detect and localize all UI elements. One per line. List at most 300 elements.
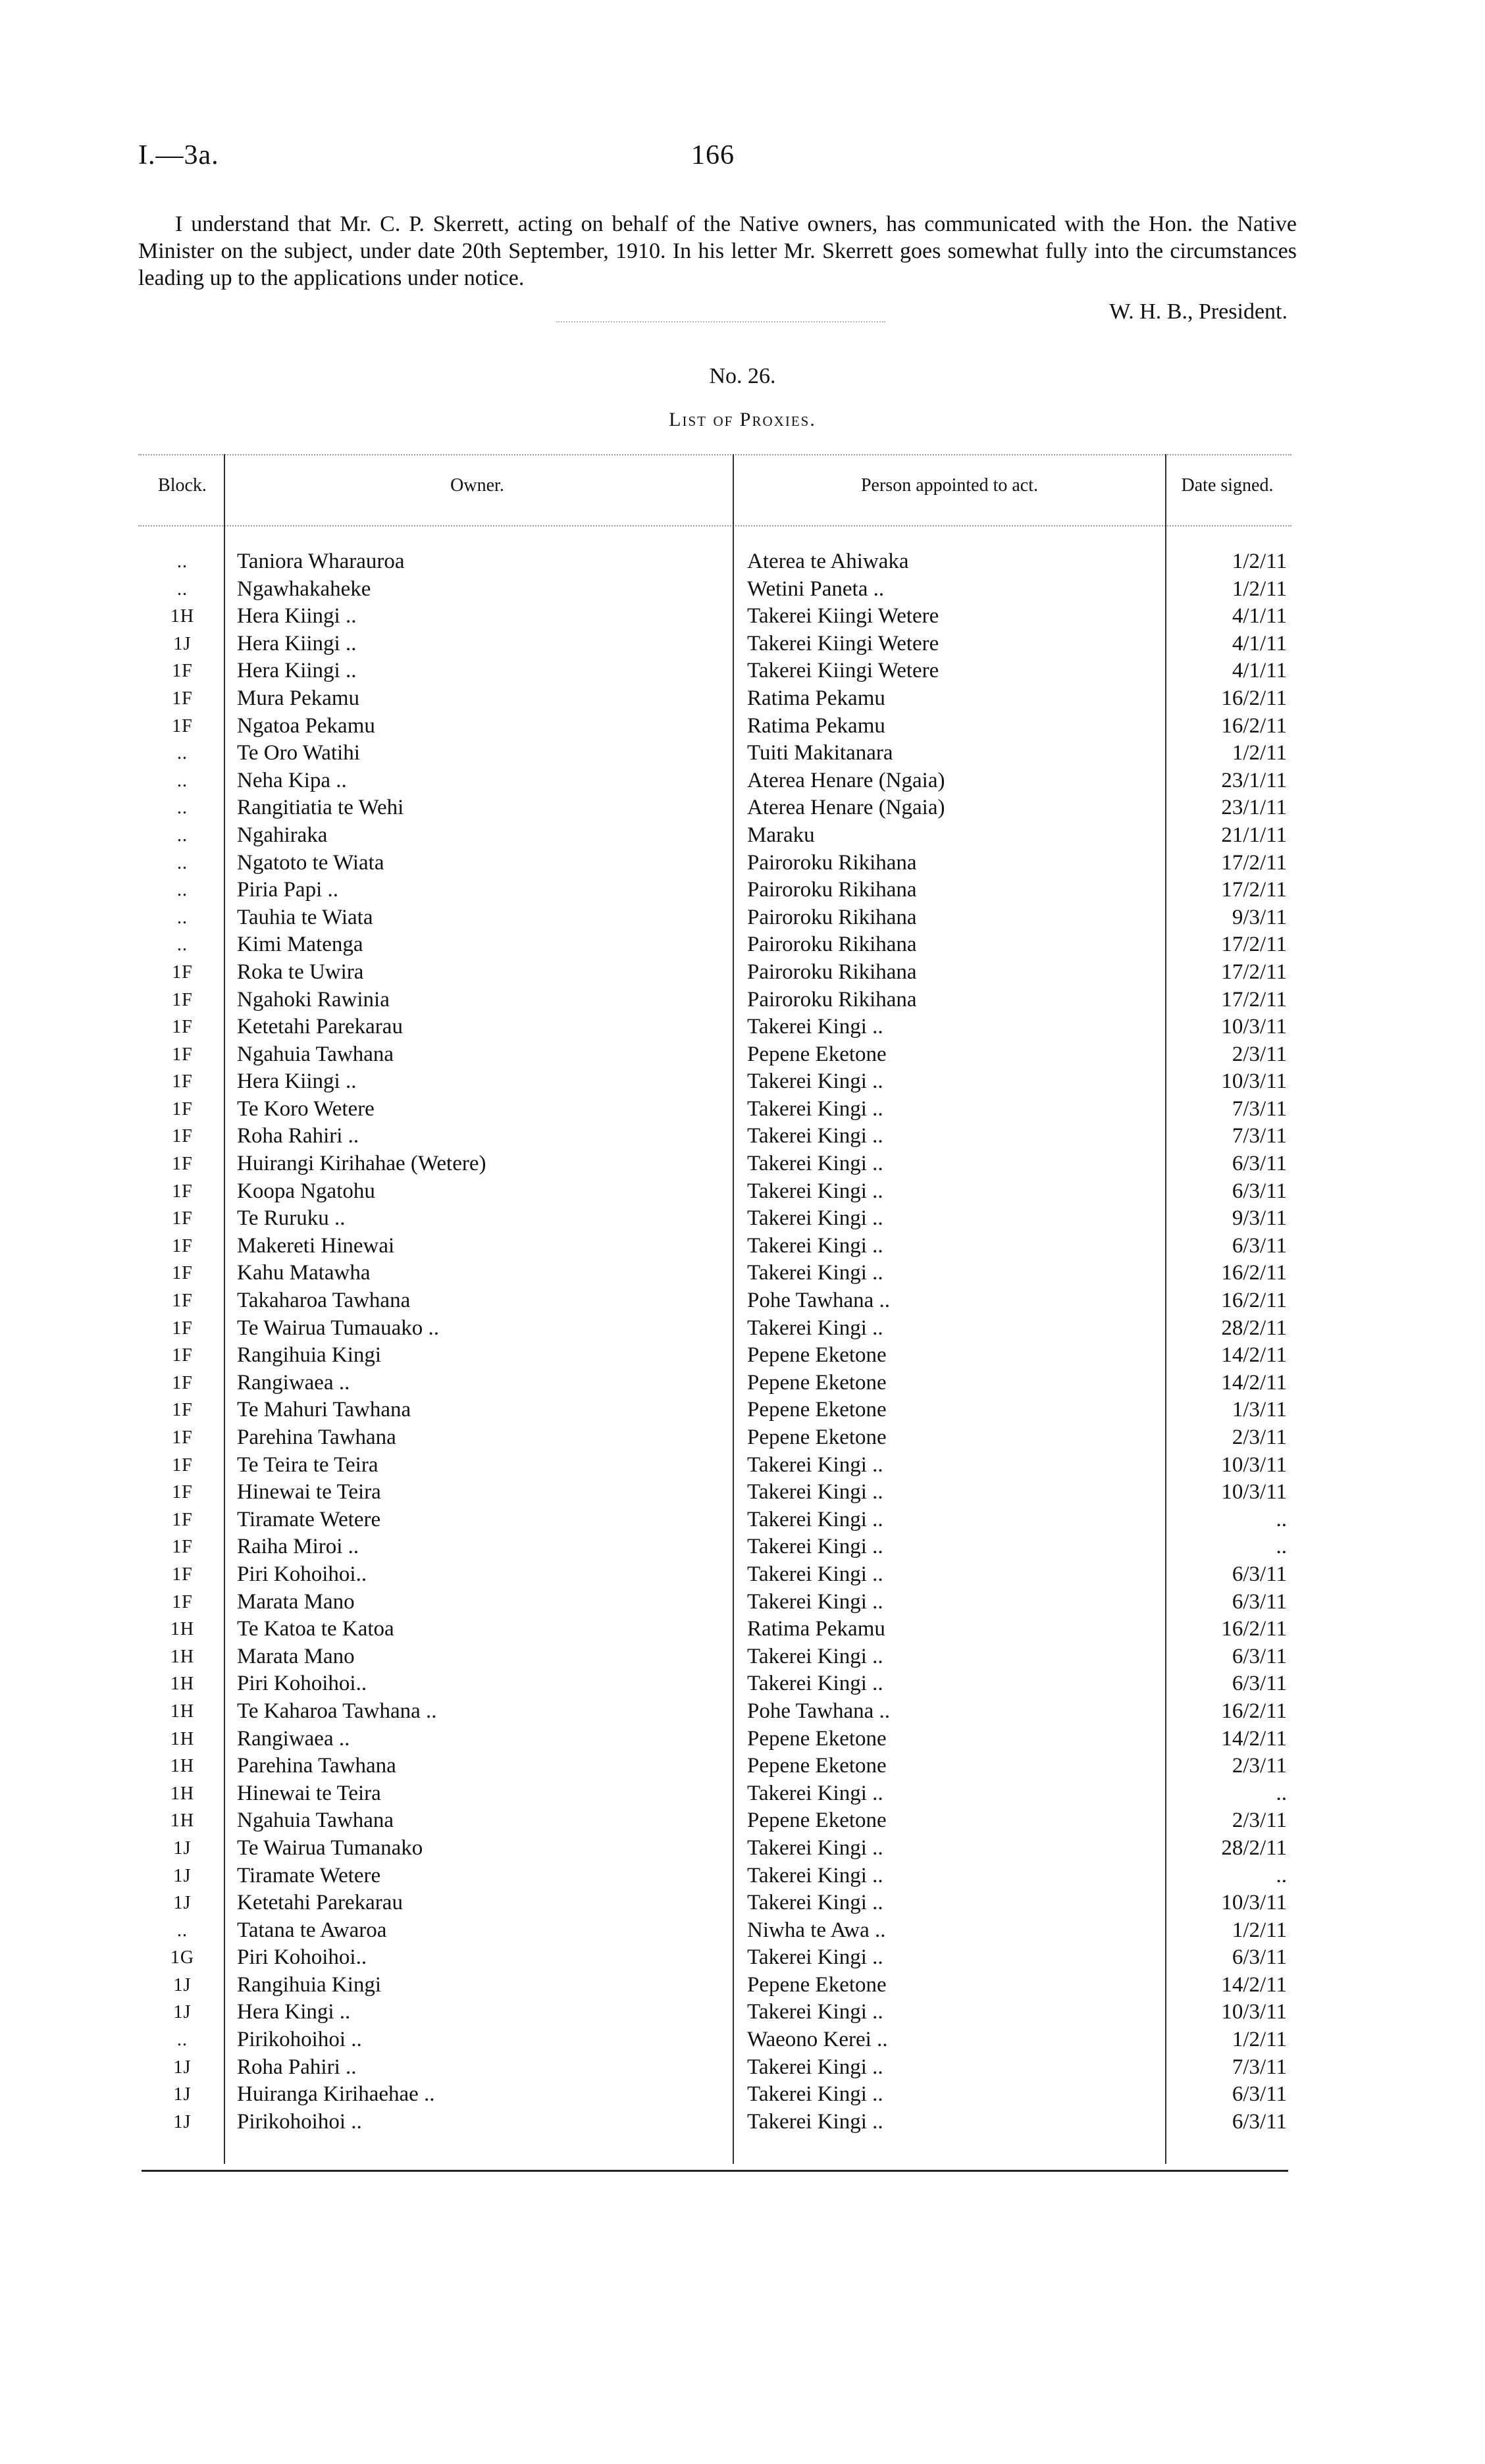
table-row [0, 850, 1485, 877]
intro-paragraph [138, 211, 1297, 292]
owner-cell: Tiramate Wetere [237, 1863, 381, 1887]
person-cell: Niwha te Awa .. [747, 1918, 886, 1942]
owner-cell: Ngawhakaheke [237, 577, 371, 601]
person-cell: Pepene Eketone [747, 1370, 887, 1395]
person-cell: Ratima Pekamu [747, 713, 885, 738]
date-cell: 6/3/11 [1232, 2109, 1287, 2134]
date-cell: 1/2/11 [1232, 550, 1287, 573]
person-cell: Takerei Kingi .. [747, 1206, 883, 1231]
table-row [0, 1835, 1485, 1862]
owner-cell: Ketetahi Parekarau [237, 1891, 403, 1915]
date-cell: 14/2/11 [1221, 1343, 1287, 1368]
block-cell: 1F [172, 1291, 193, 1312]
table-row [0, 657, 1485, 685]
section-title: List of Proxies. [669, 409, 816, 430]
block-cell: 1F [172, 1017, 193, 1038]
owner-cell: Roka te Uwira [237, 960, 364, 984]
table-row [0, 1479, 1485, 1506]
person-cell: Aterea te Ahiwaka [747, 550, 909, 573]
table-row [0, 1561, 1485, 1589]
owner-cell: Huirangi Kirihahae (Wetere) [237, 1152, 486, 1176]
table-header-rule [138, 525, 1291, 526]
table-row [0, 740, 1485, 767]
date-cell: 6/3/11 [1232, 1644, 1287, 1668]
block-cell: 1F [172, 1126, 193, 1147]
owner-cell: Hera Kiingi .. [237, 631, 357, 655]
block-cell: 1J [173, 1893, 192, 1914]
date-cell: 17/2/11 [1221, 878, 1287, 902]
block-cell: 1J [173, 2084, 192, 2105]
table-row [0, 1315, 1485, 1343]
date-cell: 17/2/11 [1221, 933, 1287, 957]
owner-cell: Ngatoa Pekamu [237, 713, 375, 738]
col-header-date: Date signed. [1181, 475, 1274, 496]
date-cell: 1/2/11 [1232, 577, 1287, 601]
table-row [0, 1123, 1485, 1150]
owner-cell: Hera Kiingi .. [237, 659, 357, 683]
block-cell: 1F [172, 1098, 193, 1119]
block-cell: 1F [172, 1454, 193, 1476]
table-row [0, 630, 1485, 658]
block-cell: 1H [170, 1783, 195, 1804]
person-cell: Pairoroku Rikihana [747, 905, 917, 929]
person-cell: Takerei Kingi .. [747, 1589, 883, 1614]
person-cell: Takerei Kingi .. [747, 1261, 883, 1285]
person-cell: Takerei Kingi .. [747, 1863, 883, 1887]
owner-cell: Mura Pekamu [237, 686, 360, 710]
date-cell: 14/2/11 [1221, 1726, 1287, 1751]
date-cell: 10/3/11 [1221, 1891, 1287, 1915]
person-cell: Pohe Tawhana .. [747, 1289, 891, 1313]
block-cell: 1J [173, 2057, 192, 2078]
date-cell: 6/3/11 [1232, 1672, 1287, 1696]
owner-cell: Rangihuia Kingi [237, 1343, 382, 1368]
person-cell: Pairoroku Rikihana [747, 960, 917, 984]
block-cell: 1H [170, 1646, 195, 1667]
date-cell: 10/3/11 [1221, 1015, 1287, 1039]
page-number: 166 [691, 140, 735, 170]
table-row [0, 1889, 1485, 1917]
block-cell: 1F [172, 989, 193, 1010]
block-cell: 1F [172, 1345, 193, 1366]
table-row [0, 1780, 1485, 1808]
owner-cell: Te Katoa te Katoa [237, 1617, 394, 1641]
person-cell: Takerei Kingi .. [747, 1480, 883, 1504]
table-row [0, 1260, 1485, 1287]
date-cell: .. [1276, 1781, 1287, 1805]
owner-cell: Te Mahuri Tawhana [237, 1398, 411, 1422]
date-cell: 1/2/11 [1232, 741, 1287, 765]
person-cell: Ratima Pekamu [747, 1617, 885, 1641]
block-cell: .. [177, 825, 188, 846]
person-cell: Pohe Tawhana .. [747, 1699, 891, 1723]
block-cell: 1F [172, 1400, 193, 1421]
date-cell: 28/2/11 [1221, 1835, 1287, 1860]
person-cell: Takerei Kingi .. [747, 2109, 883, 2134]
table-row [0, 822, 1485, 850]
owner-cell: Roha Rahiri .. [237, 1124, 359, 1148]
block-cell: 1H [170, 606, 195, 627]
table-row [0, 1233, 1485, 1260]
table-row [0, 1862, 1485, 1890]
person-cell: Takerei Kingi .. [747, 2000, 883, 2024]
table-row [0, 1972, 1485, 1999]
owner-cell: Makereti Hinewai [237, 1233, 395, 1258]
block-cell: 1G [170, 1947, 195, 1968]
owner-cell: Taniora Wharauroa [237, 550, 405, 573]
owner-cell: Hera Kingi .. [237, 2000, 351, 2024]
date-cell: 10/3/11 [1221, 1452, 1287, 1477]
date-cell: 21/1/11 [1221, 823, 1287, 847]
date-cell: .. [1276, 1507, 1287, 1531]
person-cell: Pepene Eketone [747, 1809, 887, 1833]
owner-cell: Pirikohoihoi .. [237, 2109, 362, 2134]
block-cell: 1F [172, 1537, 193, 1558]
owner-cell: Marata Mano [237, 1644, 355, 1668]
col-header-block: Block. [158, 475, 207, 496]
person-cell: Takerei Kiingi Wetere [747, 659, 939, 683]
table-row [0, 1726, 1485, 1753]
table-row [0, 1014, 1485, 1041]
date-cell: .. [1276, 1535, 1287, 1559]
table-row [0, 1452, 1485, 1479]
person-cell: Pairoroku Rikihana [747, 850, 917, 875]
person-cell: Takerei Kingi .. [747, 1316, 883, 1340]
owner-cell: Te Wairua Tumauako .. [237, 1316, 439, 1340]
date-cell: 6/3/11 [1232, 1945, 1287, 1970]
table-row [0, 1753, 1485, 1780]
block-cell: 1F [172, 1181, 193, 1202]
table-row [0, 1397, 1485, 1424]
date-cell: 17/2/11 [1221, 960, 1287, 984]
table-row [0, 2054, 1485, 2082]
person-cell: Aterea Henare (Ngaia) [747, 768, 945, 792]
owner-cell: Te Teira te Teira [237, 1452, 378, 1477]
person-cell: Waeono Kerei .. [747, 2028, 888, 2052]
person-cell: Pepene Eketone [747, 1972, 887, 1997]
table-bottom-rule [142, 2170, 1288, 2172]
block-cell: 1F [172, 1208, 193, 1229]
date-cell: 7/3/11 [1232, 1096, 1287, 1121]
date-cell: 16/2/11 [1221, 1699, 1287, 1723]
table-row [0, 1178, 1485, 1206]
table-row [0, 685, 1485, 713]
date-cell: 10/3/11 [1221, 1069, 1287, 1094]
table-row [0, 2109, 1485, 2136]
table-row [0, 1917, 1485, 1945]
person-cell: Wetini Paneta .. [747, 577, 885, 601]
block-cell: 1H [170, 1619, 195, 1640]
date-cell: 17/2/11 [1221, 987, 1287, 1012]
date-cell: 17/2/11 [1221, 850, 1287, 875]
table-row [0, 1096, 1485, 1123]
person-cell: Takerei Kingi .. [747, 1507, 883, 1531]
block-cell: 1F [172, 1509, 193, 1530]
block-cell: 1F [172, 688, 193, 709]
owner-cell: Parehina Tawhana [237, 1754, 396, 1778]
person-cell: Takerei Kingi .. [747, 2055, 883, 2079]
person-cell: Pairoroku Rikihana [747, 878, 917, 902]
date-cell: 1/2/11 [1232, 1918, 1287, 1942]
table-row [0, 1424, 1485, 1452]
date-cell: 4/1/11 [1232, 631, 1287, 655]
owner-cell: Hera Kiingi .. [237, 1069, 357, 1094]
person-cell: Takerei Kingi .. [747, 1781, 883, 1805]
date-cell: 16/2/11 [1221, 686, 1287, 710]
block-cell: .. [177, 852, 188, 873]
date-cell: 16/2/11 [1221, 1617, 1287, 1641]
date-cell: 6/3/11 [1232, 1233, 1287, 1258]
owner-cell: Te Wairua Tumanako [237, 1835, 423, 1860]
block-cell: 1F [172, 1235, 193, 1256]
date-cell: 2/3/11 [1232, 1754, 1287, 1778]
date-cell: 6/3/11 [1232, 1152, 1287, 1176]
owner-cell: Ngahuia Tawhana [237, 1809, 394, 1833]
person-cell: Takerei Kingi .. [747, 1644, 883, 1668]
owner-cell: Hinewai te Teira [237, 1480, 381, 1504]
owner-cell: Rangiwaea .. [237, 1726, 350, 1751]
person-cell: Pepene Eketone [747, 1398, 887, 1422]
section-number: No. 26. [709, 364, 776, 388]
owner-cell: Piri Kohoihoi.. [237, 1562, 367, 1586]
block-cell: .. [177, 770, 188, 791]
table-row [0, 1205, 1485, 1233]
owner-cell: Kahu Matawha [237, 1261, 371, 1285]
block-cell: 1H [170, 1756, 195, 1777]
person-cell: Takerei Kingi .. [747, 1069, 883, 1094]
table-row [0, 576, 1485, 603]
person-cell: Takerei Kingi .. [747, 1672, 883, 1696]
owner-cell: Tiramate Wetere [237, 1507, 381, 1531]
owner-cell: Ketetahi Parekarau [237, 1015, 403, 1039]
person-cell: Aterea Henare (Ngaia) [747, 796, 945, 820]
person-cell: Takerei Kingi .. [747, 1152, 883, 1176]
block-cell: 1J [173, 2002, 192, 2023]
person-cell: Pepene Eketone [747, 1343, 887, 1368]
block-cell: 1F [172, 1318, 193, 1339]
table-row [0, 603, 1485, 630]
block-cell: 1F [172, 1427, 193, 1448]
owner-cell: Hera Kiingi .. [237, 604, 357, 629]
owner-cell: Te Koro Wetere [237, 1096, 375, 1121]
owner-cell: Ngahiraka [237, 823, 328, 847]
col-header-owner: Owner. [450, 475, 504, 496]
table-row [0, 1342, 1485, 1370]
owner-cell: Tatana te Awaroa [237, 1918, 387, 1942]
block-cell: 1F [172, 1071, 193, 1092]
date-cell: 1/3/11 [1232, 1398, 1287, 1422]
person-cell: Pepene Eketone [747, 1425, 887, 1449]
person-cell: Ratima Pekamu [747, 686, 885, 710]
owner-cell: Rangiwaea .. [237, 1370, 350, 1395]
date-cell: 14/2/11 [1221, 1370, 1287, 1395]
block-cell: .. [177, 907, 188, 928]
document-reference: I.—3a. [138, 140, 219, 170]
date-cell: 16/2/11 [1221, 713, 1287, 738]
table-row [0, 877, 1485, 904]
date-cell: 2/3/11 [1232, 1809, 1287, 1833]
proxy-table-body [0, 548, 1485, 2136]
owner-cell: Neha Kipa .. [237, 768, 347, 792]
owner-cell: Ngahuia Tawhana [237, 1042, 394, 1066]
owner-cell: Rangihuia Kingi [237, 1972, 382, 1997]
date-cell: 6/3/11 [1232, 1562, 1287, 1586]
owner-cell: Te Ruruku .. [237, 1206, 346, 1231]
owner-cell: Huiranga Kirihaehae .. [237, 2082, 435, 2107]
block-cell: 1F [172, 1591, 193, 1612]
intro-text: I understand that Mr. C. P. Skerrett, acting on behalf of the Native owners, has communicated with the Hon. the Native Minister on the subject, under date 20th September, 1910. In his letter Mr. Skerrett goes somewhat fully into the circumstances leading up to the applications under notice. [138, 212, 1297, 290]
block-cell: 1F [172, 715, 193, 736]
block-cell: 1H [170, 1701, 195, 1722]
table-row [0, 1670, 1485, 1698]
date-cell: 2/3/11 [1232, 1425, 1287, 1449]
table-row [0, 1999, 1485, 2026]
person-cell: Takerei Kingi .. [747, 1945, 883, 1970]
block-cell: 1F [172, 1154, 193, 1175]
owner-cell: Rangitiatia te Wehi [237, 796, 404, 820]
table-row [0, 1150, 1485, 1178]
person-cell: Maraku [747, 823, 815, 847]
block-cell: 1H [170, 1810, 195, 1832]
person-cell: Pairoroku Rikihana [747, 933, 917, 957]
date-cell: 6/3/11 [1232, 2082, 1287, 2107]
table-row [0, 1370, 1485, 1397]
person-cell: Takerei Kingi .. [747, 1096, 883, 1121]
owner-cell: Takaharoa Tawhana [237, 1289, 411, 1313]
owner-cell: Marata Mano [237, 1589, 355, 1614]
person-cell: Takerei Kiingi Wetere [747, 631, 939, 655]
block-cell: 1F [172, 1482, 193, 1503]
date-cell: 7/3/11 [1232, 1124, 1287, 1148]
person-cell: Takerei Kingi .. [747, 2082, 883, 2107]
table-row [0, 1616, 1485, 1643]
table-row [0, 713, 1485, 740]
table-row [0, 1643, 1485, 1671]
person-cell: Takerei Kingi .. [747, 1179, 883, 1203]
date-cell: 23/1/11 [1221, 796, 1287, 820]
date-cell: 14/2/11 [1221, 1972, 1287, 1997]
block-cell: .. [177, 743, 188, 764]
person-cell: Takerei Kingi .. [747, 1015, 883, 1039]
block-cell: .. [177, 552, 188, 572]
owner-cell: Piri Kohoihoi.. [237, 1945, 367, 1970]
table-row [0, 1698, 1485, 1726]
table-row [0, 548, 1485, 576]
date-cell: 9/3/11 [1232, 905, 1287, 929]
block-cell: 1F [172, 1044, 193, 1065]
person-cell: Takerei Kingi .. [747, 1452, 883, 1477]
owner-cell: Kimi Matenga [237, 933, 363, 957]
block-cell: .. [177, 880, 188, 901]
date-cell: 7/3/11 [1232, 2055, 1287, 2079]
date-cell: 16/2/11 [1221, 1289, 1287, 1313]
owner-cell: Pirikohoihoi .. [237, 2028, 362, 2052]
block-cell: 1F [172, 1263, 193, 1284]
owner-cell: Te Kaharoa Tawhana .. [237, 1699, 437, 1723]
date-cell: 1/2/11 [1232, 2028, 1287, 2052]
date-cell: 2/3/11 [1232, 1042, 1287, 1066]
block-cell: 1F [172, 962, 193, 983]
date-cell: 6/3/11 [1232, 1589, 1287, 1614]
table-row [0, 1041, 1485, 1069]
block-cell: 1J [173, 633, 192, 654]
person-cell: Takerei Kingi .. [747, 1124, 883, 1148]
date-cell: 23/1/11 [1221, 768, 1287, 792]
block-cell: .. [177, 578, 188, 600]
owner-cell: Tauhia te Wiata [237, 905, 373, 929]
owner-cell: Roha Pahiri .. [237, 2055, 357, 2079]
block-cell: 1F [172, 1372, 193, 1393]
owner-cell: Te Oro Watihi [237, 741, 360, 765]
owner-cell: Koopa Ngatohu [237, 1179, 375, 1203]
block-cell: 1F [172, 1564, 193, 1585]
date-cell: 10/3/11 [1221, 1480, 1287, 1504]
block-cell: 1J [173, 1837, 192, 1859]
owner-cell: Piri Kohoihoi.. [237, 1672, 367, 1696]
separator [556, 321, 885, 322]
person-cell: Takerei Kingi .. [747, 1891, 883, 1915]
person-cell: Pepene Eketone [747, 1754, 887, 1778]
owner-cell: Raiha Miroi .. [237, 1535, 359, 1559]
date-cell: 16/2/11 [1221, 1261, 1287, 1285]
table-row [0, 1533, 1485, 1561]
block-cell: .. [177, 798, 188, 819]
date-cell: 4/1/11 [1232, 604, 1287, 629]
owner-cell: Hinewai te Teira [237, 1781, 381, 1805]
table-row [0, 904, 1485, 932]
person-cell: Pepene Eketone [747, 1042, 887, 1066]
signature: W. H. B., President. [1109, 299, 1288, 324]
block-cell: 1H [170, 1728, 195, 1749]
block-cell: .. [177, 1920, 188, 1941]
col-header-person: Person appointed to act. [860, 475, 1039, 496]
table-row [0, 2081, 1485, 2109]
date-cell: 9/3/11 [1232, 1206, 1287, 1231]
person-cell: Takerei Kingi .. [747, 1535, 883, 1559]
table-row [0, 1589, 1485, 1616]
block-cell: 1J [173, 1974, 192, 1995]
table-row [0, 1068, 1485, 1096]
person-cell: Takerei Kiingi Wetere [747, 604, 939, 629]
table-row [0, 959, 1485, 987]
date-cell: 28/2/11 [1221, 1316, 1287, 1340]
owner-cell: Ngatoto te Wiata [237, 850, 384, 875]
person-cell: Pepene Eketone [747, 1726, 887, 1751]
person-cell: Tuiti Makitanara [747, 741, 893, 765]
owner-cell: Parehina Tawhana [237, 1425, 396, 1449]
table-row [0, 767, 1485, 795]
person-cell: Takerei Kingi .. [747, 1835, 883, 1860]
table-row [0, 1506, 1485, 1534]
block-cell: 1J [173, 1865, 192, 1886]
owner-cell: Piria Papi .. [237, 878, 338, 902]
owner-cell: Ngahoki Rawinia [237, 987, 390, 1012]
table-row [0, 1807, 1485, 1835]
table-row [0, 987, 1485, 1014]
block-cell: .. [177, 2030, 188, 2051]
table-row [0, 794, 1485, 822]
table-row [0, 931, 1485, 959]
block-cell: 1F [172, 661, 193, 682]
person-cell: Takerei Kingi .. [747, 1562, 883, 1586]
block-cell: .. [177, 935, 188, 956]
person-cell: Takerei Kingi .. [747, 1233, 883, 1258]
block-cell: 1H [170, 1674, 195, 1695]
date-cell: 6/3/11 [1232, 1179, 1287, 1203]
person-cell: Pairoroku Rikihana [747, 987, 917, 1012]
block-cell: 1J [173, 2111, 192, 2132]
table-row [0, 2026, 1485, 2054]
